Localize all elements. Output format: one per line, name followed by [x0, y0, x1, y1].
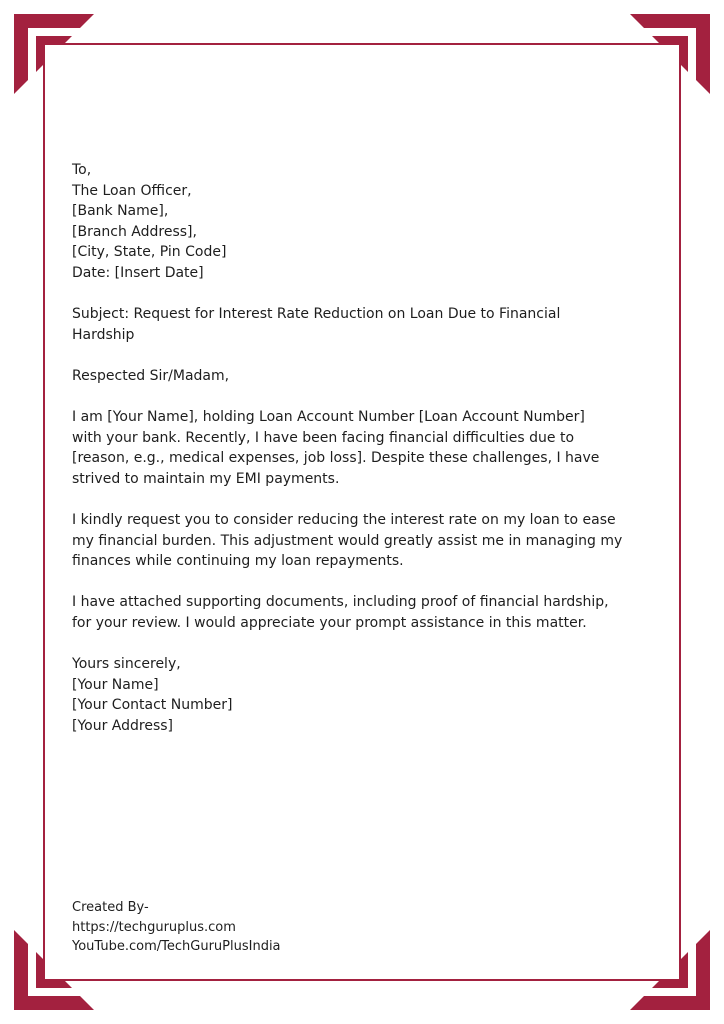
address-line: [City, State, Pin Code] — [72, 244, 227, 261]
address-line: The Loan Officer, — [72, 182, 192, 199]
created-by-label: Created By- — [72, 900, 149, 915]
youtube-link[interactable]: YouTube.com/TechGuruPlusIndia — [72, 939, 281, 954]
paragraph-3: I have attached supporting documents, including proof of financial hardship, for your review. I would appreciate your prompt assistance in this matter. — [72, 594, 609, 632]
paragraph-2: I kindly request you to consider reducing the interest rate on my loan to ease my financial burden. This adjustment would greatly assist me in managing my finances while continuing my loan repayments. — [72, 512, 623, 570]
address-line: [Bank Name], — [72, 203, 169, 220]
signature-name: [Your Name] — [72, 676, 159, 693]
salutation: Respected Sir/Madam, — [72, 367, 230, 384]
address-line: To, — [72, 162, 92, 178]
date-line: Date: [Insert Date] — [72, 264, 204, 281]
signature-address: [Your Address] — [72, 718, 174, 735]
corner-ornament-top-left — [14, 14, 94, 94]
corner-ornament-bottom-right — [630, 930, 710, 1010]
paragraph-1: I am [Your Name], holding Loan Account Number [Loan Account Number] with your bank. Recently, I have been facing financial difficulties due to [reason, e.g., medical expenses, job loss]. Despite these challenges, I have strived to maintain my EMI payments. — [72, 409, 600, 487]
corner-ornament-top-right — [630, 14, 710, 94]
closing-signature — [72, 654, 672, 736]
letter-body — [72, 160, 672, 737]
website-link[interactable]: https://techguruplus.com — [72, 919, 236, 935]
credits-footer — [72, 898, 472, 957]
address-line: [Branch Address], — [72, 223, 197, 240]
recipient-address — [72, 160, 672, 284]
subject-line: Subject: Request for Interest Rate Reduction on Loan Due to Financial Hardship — [72, 306, 561, 343]
signature-contact: [Your Contact Number] — [72, 697, 233, 714]
closing-line: Yours sincerely, — [72, 656, 181, 673]
